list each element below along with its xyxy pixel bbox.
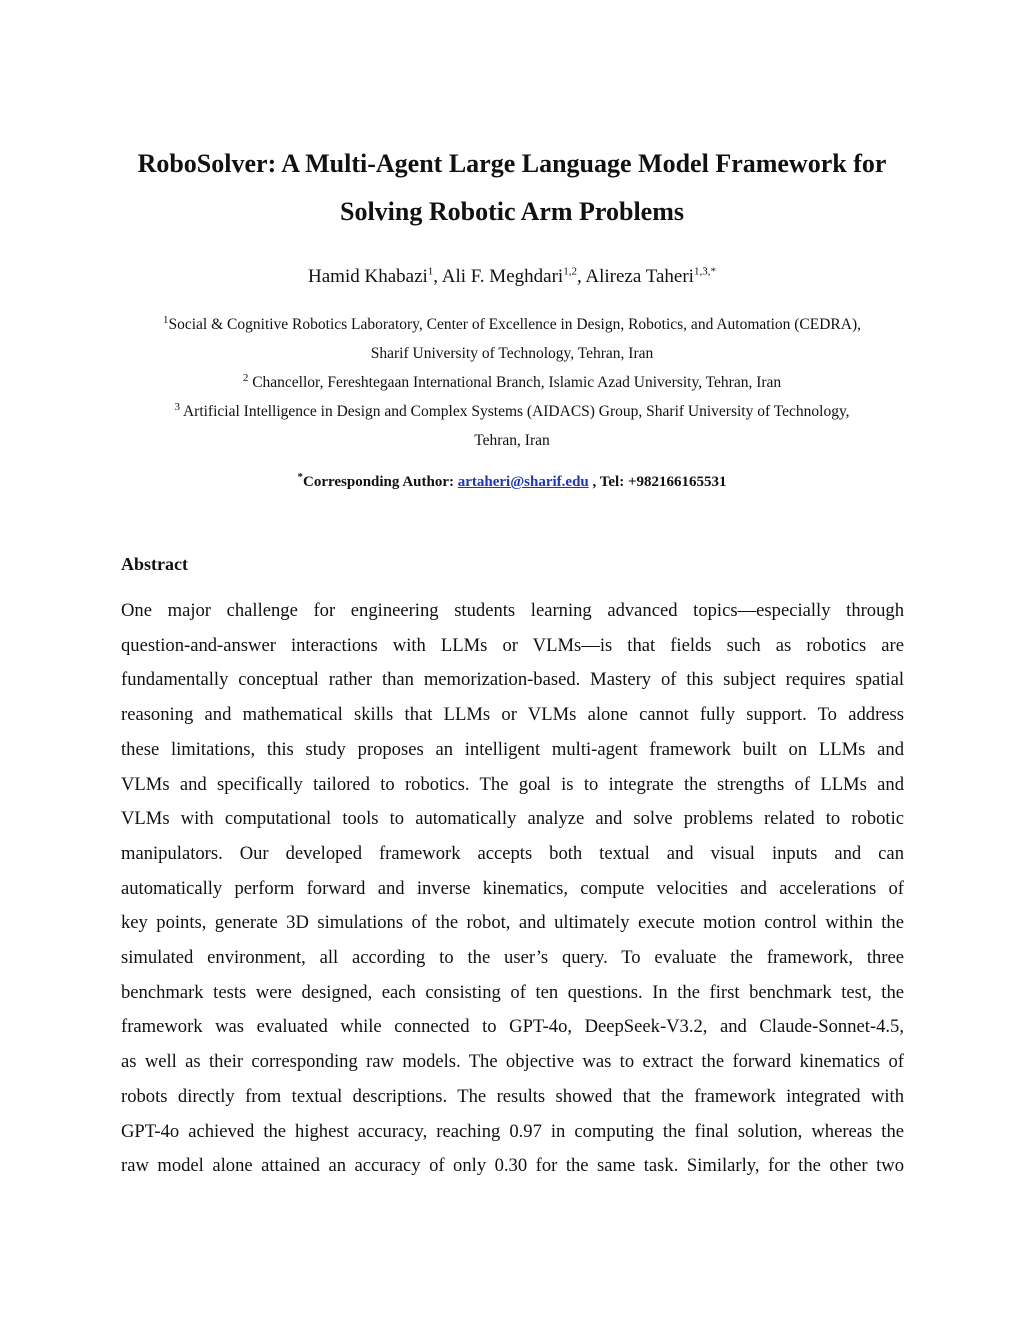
- corresponding-mark: *: [297, 471, 303, 483]
- affiliation-line: Tehran, Iran: [474, 432, 550, 449]
- abstract-line: simulated environment, all according to the user’s query. To evaluate the framework, three: [121, 947, 904, 969]
- abstract-line: One major challenge for engineering students learning advanced topics—especially through: [121, 600, 904, 621]
- abstract-line: framework was evaluated while connected to GPT-4o, DeepSeek-V3.2, and Claude-Sonnet-4.5,: [121, 1016, 904, 1038]
- abstract-line: these limitations, this study proposes an intelligent multi-agent framework built on LLMs and: [121, 738, 904, 760]
- author-affiliation-mark: 1,2: [563, 265, 577, 278]
- corresponding-label: Corresponding Author:: [302, 474, 454, 490]
- abstract-line: GPT-4o achieved the highest accuracy, reaching 0.97 in computing the final solution, whereas the: [121, 1120, 904, 1142]
- affiliation-3: [60, 397, 964, 455]
- corresponding-tel: , Tel: +982166165531: [592, 474, 727, 490]
- affiliation-line: [60, 310, 964, 339]
- affiliation-mark: 3: [174, 400, 180, 413]
- affiliation-text: Chancellor, Fereshtegaan International Branch, Islamic Azad University, Tehran, Iran: [252, 374, 782, 391]
- paper-title: [60, 140, 964, 236]
- author-affiliation-mark: 1: [427, 265, 434, 278]
- abstract-line: question-and-answer interactions with LLMs or VLMs—is that fields such as robotics are: [121, 634, 904, 656]
- abstract-line: key points, generate 3D simulations of the robot, and ultimately execute motion control within the: [121, 912, 904, 934]
- abstract-line: benchmark tests were designed, each consisting of ten questions. In the first benchmark test, the: [121, 981, 904, 1003]
- affiliation-text: Social & Cognitive Robotics Laboratory, Center of Excellence in Design, Robotics, and Automation (CEDRA),: [168, 316, 861, 333]
- author-affiliation-mark: 1,3,*: [693, 265, 716, 278]
- title-line-1: RoboSolver: A Multi-Agent Large Language Model Framework for: [137, 149, 887, 178]
- affiliation-line: Sharif University of Technology, Tehran, Iran: [370, 345, 654, 362]
- corresponding-author: [60, 468, 964, 496]
- abstract-line: reasoning and mathematical skills that LLMs or VLMs alone cannot fully support. To address: [121, 704, 904, 726]
- author-list: [60, 262, 964, 292]
- affiliation-1: [60, 310, 964, 368]
- abstract-line: manipulators. Our developed framework accepts both textual and visual inputs and can: [121, 842, 904, 864]
- abstract-line: automatically perform forward and inverse kinematics, compute velocities and accelerations of: [121, 877, 904, 899]
- author-email-link[interactable]: artaheri@sharif.edu: [457, 474, 589, 490]
- affiliation-2: [60, 368, 964, 397]
- affiliation-line: [60, 397, 964, 426]
- title-line-2: Solving Robotic Arm Problems: [339, 197, 685, 226]
- affiliation-line: [60, 368, 964, 397]
- abstract-line: VLMs and specifically tailored to robotics. The goal is to integrate the strengths of LLMs and: [121, 773, 904, 795]
- abstract-heading: Abstract: [121, 554, 188, 574]
- author-name: Alireza Taheri: [585, 266, 694, 287]
- abstract-line: robots directly from textual descriptions. The results showed that the framework integrated with: [121, 1085, 904, 1107]
- author-name: Ali F. Meghdari: [441, 266, 564, 287]
- author-name: Hamid Khabazi: [308, 266, 428, 287]
- abstract-line: raw model alone attained an accuracy of only 0.30 for the same task. Similarly, for the other two: [121, 1155, 904, 1177]
- abstract-line: fundamentally conceptual rather than memorization-based. Mastery of this subject requires spatial: [121, 669, 904, 691]
- affiliation-mark: 2: [242, 371, 249, 384]
- affiliation-mark: 1: [163, 313, 169, 326]
- affiliation-text: Artificial Intelligence in Design and Complex Systems (AIDACS) Group, Sharif University of Technology,: [182, 403, 850, 420]
- author-separator: ,: [433, 266, 442, 287]
- abstract-body: [121, 594, 904, 1184]
- abstract-line: as well as their corresponding raw models. The objective was to extract the forward kinematics of: [121, 1051, 904, 1073]
- author-separator: ,: [576, 266, 586, 287]
- abstract-line: VLMs with computational tools to automatically analyze and solve problems related to robotic: [121, 808, 904, 830]
